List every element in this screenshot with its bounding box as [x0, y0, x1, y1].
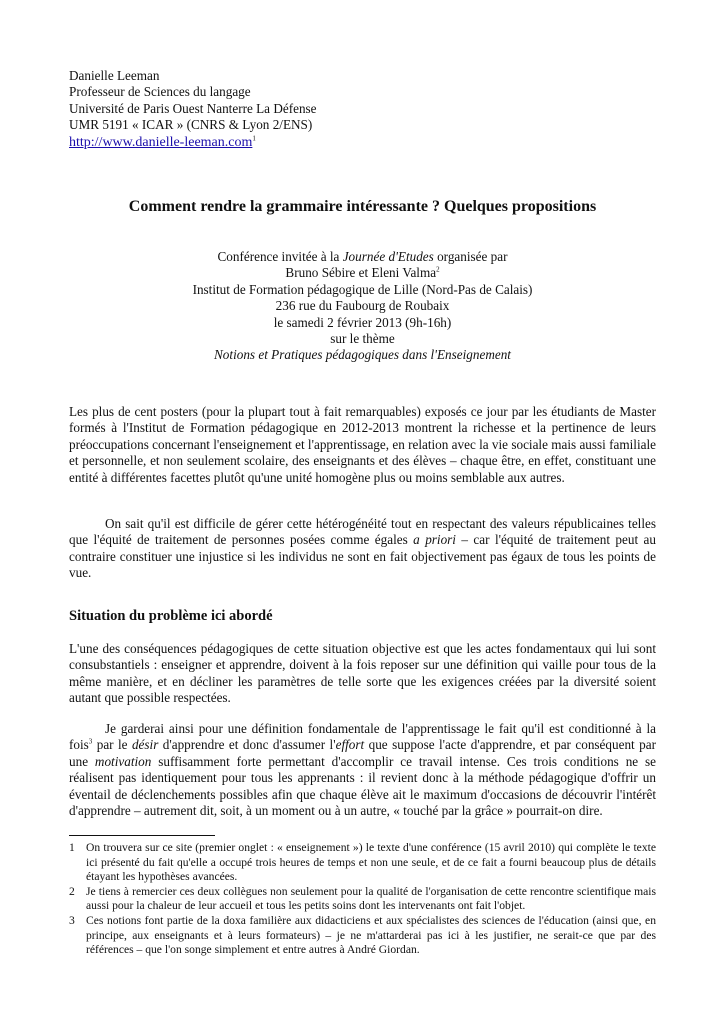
- footnote: [69, 885, 656, 914]
- footnote-ref-1[interactable]: 1: [252, 134, 256, 143]
- author-umr: UMR 5191 « ICAR » (CNRS & Lyon 2/ENS): [69, 117, 313, 133]
- conference-date: le samedi 2 février 2013 (9h-16h): [273, 314, 452, 330]
- conference-theme: Notions et Pratiques pédagogiques dans l'Enseignement: [214, 347, 511, 363]
- author-name: Danielle Leeman: [69, 68, 160, 83]
- footnote: [69, 914, 656, 958]
- author-position: Professeur de Sciences du langage: [69, 84, 251, 100]
- footnote-text: On trouvera sur ce site (premier onglet : « enseignement ») le texte d'une conférence (15 avril 2010) qui complète le texte ici présenté du fait qu'elle a occupé trois heures de temps et non une seule, et de ce fait a fourni beaucoup plus de détails étayant les hypothèses avancées.: [86, 841, 656, 884]
- intro-paragraph-1: Les plus de cent posters (pour la plupart tout à fait remarquables) exposés ce jour par les étudiants de Master formés à l'Institut de Formation pédagogique en 2012-2013 montrent la richesse et la pertinence de leurs préoccupations concernant l'enseignement et l'apprentissage, en relation avec la vie sociale mais aussi familiale et personnelle, et non seulement scolaire, des enseignants et des élèves – chaque être, en effet, constituant une entité à différentes facettes plutôt qu'une unité homogène plus ou moins semblable aux autres.: [69, 404, 656, 485]
- footnote-ref-2[interactable]: 2: [436, 266, 440, 275]
- conference-info: [69, 249, 656, 364]
- author-block: [69, 68, 656, 151]
- footnote-number: 3: [69, 913, 75, 927]
- footnote-number: 2: [69, 884, 75, 898]
- section-heading: Situation du problème ici abordé: [69, 608, 273, 624]
- conference-line-1: Conférence invitée à la Journée d'Etudes organisée par: [217, 249, 508, 264]
- intro-paragraph-2: On sait qu'il est difficile de gérer cette hétérogénéité tout en respectant des valeurs républicaines telles que l'équité de traitement de personnes posées comme égales a priori – car l'équité de traitement peut au contraire constituer une injustice si les individus ne sont en fait objectivement pas égaux de tous les points de vue.: [69, 516, 656, 581]
- document-title: Comment rendre la grammaire intéressante ? Quelques propositions: [128, 198, 597, 215]
- footnote-number: 1: [69, 841, 75, 854]
- footnote-separator: [69, 835, 215, 836]
- footnote-text: Je tiens à remercier ces deux collègues non seulement pour la qualité de l'organisation de cette rencontre scientifique mais aussi pour la chaleur de leur accueil et tous les petits soins dont les intervenants ont fait l'objet.: [86, 884, 656, 913]
- section-paragraph-2: Je garderai ainsi pour une définition fondamentale de l'apprentissage le fait qu'il est conditionné à la fois$^3$ par le désir d'apprendre et donc d'assumer l'effort que suppose l'acte d'apprendre, et par conséquent par une motivation suffisamment forte permettant d'accomplir ce travail intense. Ces trois conditions ne se réalisent pas identiquement pour tous les apprenants : il revient donc à la méthode pédagogique d'offrir un éventail de déclenchements possibles afin que chaque élève ait le maximum d'occasions de découvrir l'intérêt d'apprendre – autrement dit, soit, à un moment ou à un autre, « touché par la grâce » pourrait-on dire.: [69, 721, 656, 819]
- conference-organizers: Bruno Sébire et Eleni Valma$^2$: [285, 265, 440, 281]
- footnote: [69, 841, 656, 885]
- footnote-ref-3[interactable]: 3: [88, 738, 93, 747]
- footnote-text: Ces notions font partie de la doxa familière aux didacticiens et aux spécialistes des sciences de l'éducation (ainsi que, en principe, aux enseignants et à leurs formateurs) – je ne m'attarderai pas ici à les justifier, ne serait-ce que par des références – que l'on songe simplement et entre autres à André Giordan.: [86, 913, 656, 957]
- conference-address: 236 rue du Faubourg de Roubaix: [275, 298, 450, 314]
- conference-institute: Institut de Formation pédagogique de Lille (Nord-Pas de Calais): [192, 281, 533, 297]
- footnotes: [69, 841, 656, 958]
- section-paragraph-1: L'une des conséquences pédagogiques de cette situation objective est que les actes fondamentaux qui lui sont consubstantiels : enseigner et apprendre, doivent à la fois reposer sur une définition qui vaille pour tous de la même manière, et en décliner les paramètres de telle sorte que les exigences créées par la diversité soient autant que possible respectées.: [69, 641, 656, 706]
- author-university: Université de Paris Ouest Nanterre La Défense: [69, 100, 317, 116]
- conference-theme-label: sur le thème: [330, 331, 395, 347]
- author-website-link[interactable]: http://www.danielle-leeman.com: [69, 134, 253, 150]
